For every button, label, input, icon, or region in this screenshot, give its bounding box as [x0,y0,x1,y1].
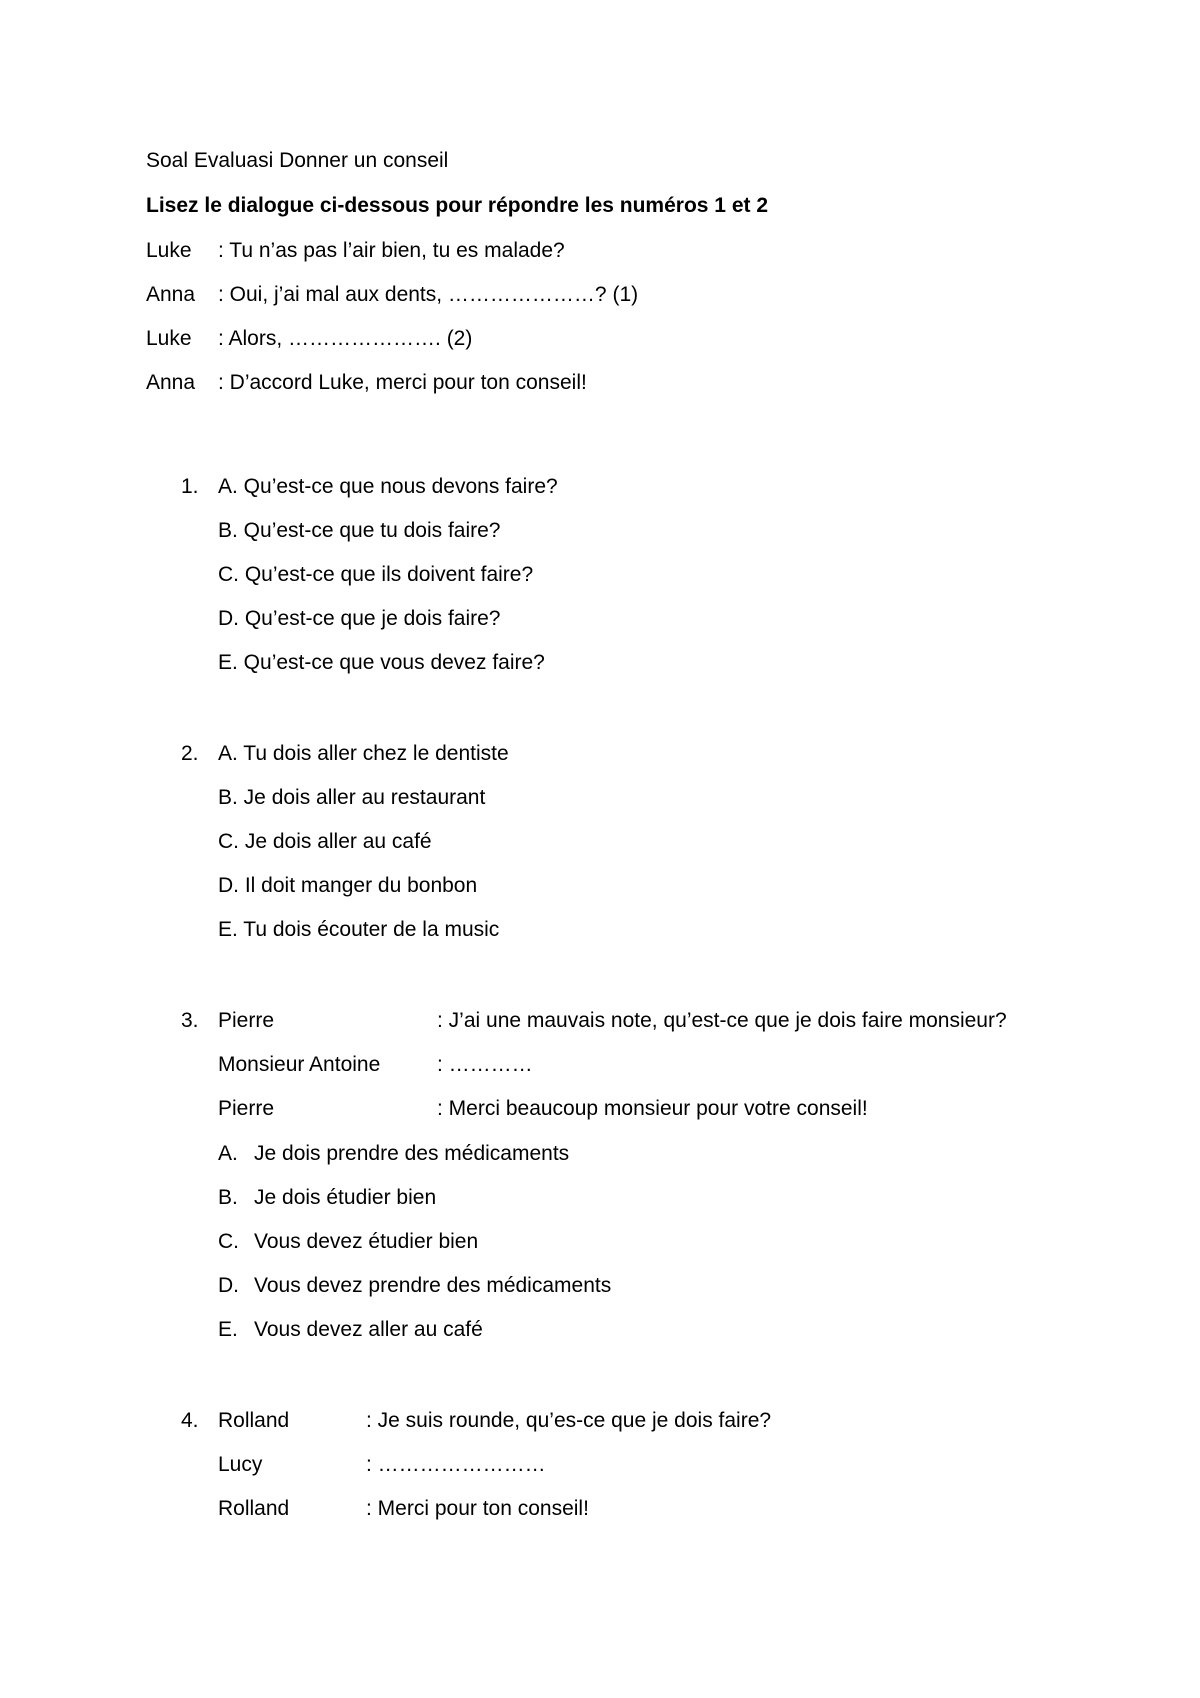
dialogue-line: : Merci pour ton conseil! [366,1497,589,1520]
answer-option: Vous devez étudier bien [254,1230,479,1253]
answer-option: B. Je dois aller au restaurant [218,786,486,809]
answer-option: C. Je dois aller au café [218,830,432,853]
answer-option-letter: E. [218,1318,238,1341]
dialogue-speaker: Rolland [218,1409,290,1432]
dialogue-speaker: Luke [146,239,192,262]
answer-option: D. Qu’est-ce que je dois faire? [218,607,501,630]
answer-option: E. Qu’est-ce que vous devez faire? [218,651,545,674]
dialogue-speaker: Lucy [218,1453,263,1476]
dialogue-line: : Tu n’as pas l’air bien, tu es malade? [218,239,565,262]
dialogue-line: : J’ai une mauvais note, qu’est-ce que je dois faire monsieur? [437,1009,1007,1032]
dialogue-speaker: Luke [146,327,192,350]
dialogue-speaker: Pierre [218,1009,275,1032]
dialogue-line: : D’accord Luke, merci pour ton conseil! [218,371,587,394]
dialogue-line: : Oui, j’ai mal aux dents, …………………? (1) [218,283,639,306]
answer-option-letter: A. [218,1142,238,1165]
question-number: 2. [181,742,199,765]
dialogue-speaker: Pierre [218,1097,275,1120]
answer-option: E. Tu dois écouter de la music [218,918,500,941]
answer-option-letter: C. [218,1230,239,1253]
instruction-text: Lisez le dialogue ci-dessous pour répondre les numéros 1 et 2 [146,194,769,217]
question-number: 4. [181,1409,199,1432]
question-number: 1. [181,475,199,498]
dialogue-speaker: Rolland [218,1497,290,1520]
dialogue-line: : Alors, …………………. (2) [218,327,473,350]
document-title: Soal Evaluasi Donner un conseil [146,149,449,172]
dialogue-speaker: Monsieur Antoine [218,1053,381,1076]
answer-option-letter: D. [218,1274,239,1297]
answer-option: Vous devez prendre des médicaments [254,1274,612,1297]
answer-option: C. Qu’est-ce que ils doivent faire? [218,563,534,586]
answer-option: Je dois prendre des médicaments [254,1142,570,1165]
answer-option: Vous devez aller au café [254,1318,483,1341]
answer-option: A. Tu dois aller chez le dentiste [218,742,509,765]
answer-option: B. Qu’est-ce que tu dois faire? [218,519,501,542]
dialogue-line: : Je suis rounde, qu’es-ce que je dois faire? [366,1409,772,1432]
answer-option: D. Il doit manger du bonbon [218,874,478,897]
answer-option: A. Qu’est-ce que nous devons faire? [218,475,558,498]
dialogue-line: : Merci beaucoup monsieur pour votre conseil! [437,1097,868,1120]
answer-option: Je dois étudier bien [254,1186,437,1209]
answer-option-letter: B. [218,1186,238,1209]
question-number: 3. [181,1009,199,1032]
dialogue-speaker: Anna [146,371,196,394]
dialogue-line: : …………………… [366,1453,546,1476]
dialogue-speaker: Anna [146,283,196,306]
dialogue-line: : ………… [437,1053,533,1076]
